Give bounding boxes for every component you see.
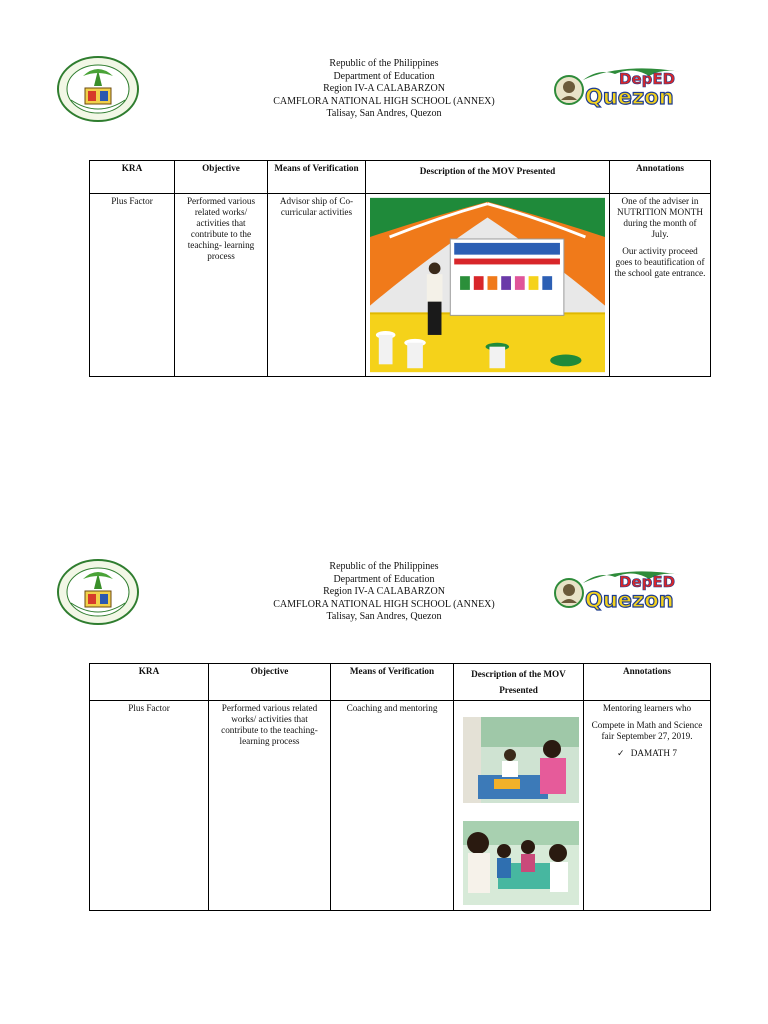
letterhead-school: CAMFLORA NATIONAL HIGH SCHOOL (ANNEX): [273, 95, 495, 107]
header-annotations: Annotations: [610, 161, 711, 194]
cell-means: Advisor ship of Co-curricular activities: [268, 194, 366, 377]
header-kra: KRA: [90, 161, 175, 194]
table-row: [90, 194, 711, 377]
letterhead: [214, 58, 554, 121]
letterhead-region: Region IV-A CALABARZON: [323, 586, 445, 598]
table-row: [90, 701, 711, 911]
letterhead-country: Republic of the Philippines: [329, 561, 439, 572]
checkmark-icon: ✓: [617, 748, 625, 758]
header-objective: Objective: [175, 161, 268, 194]
annotation-line: Mentoring learners who: [602, 703, 692, 713]
mentoring-photo-1: [463, 717, 579, 803]
school-seal-icon: [57, 56, 139, 122]
annotation-line: Compete in Math and Science fair September 27, 2019.: [591, 720, 703, 741]
letterhead-school: CAMFLORA NATIONAL HIGH SCHOOL (ANNEX): [273, 598, 495, 610]
letterhead-address: Talisay, San Andres, Quezon: [326, 108, 442, 120]
cell-mov-photo: [366, 194, 610, 377]
letterhead-country: Republic of the Philippines: [329, 58, 439, 69]
mentoring-photo-2: [463, 821, 579, 905]
coaching-photos: [458, 703, 584, 907]
table-header-row: [90, 664, 711, 701]
letterhead-address: Talisay, San Andres, Quezon: [326, 611, 442, 623]
cell-objective: Performed various related works/ activities that contribute to the teaching- learning process: [175, 194, 268, 377]
annotation-line: Our activity proceed goes to beautification of the school gate entrance.: [614, 246, 706, 278]
cell-mov-photos: [454, 701, 584, 911]
table-header-row: [90, 161, 711, 194]
cell-objective: Performed various related works/ activities that contribute to the teaching-learning process: [209, 701, 331, 911]
cell-means: Coaching and mentoring: [331, 701, 454, 911]
cell-annotations: [610, 194, 711, 377]
header-means: Means of Verification: [268, 161, 366, 194]
checklist-label: DAMATH 7: [630, 748, 677, 758]
cell-kra: Plus Factor: [90, 701, 209, 911]
header-annotations: Annotations: [584, 664, 711, 701]
annotation-line: One of the adviser in NUTRITION MONTH during the month of July.: [617, 196, 703, 239]
school-seal-icon: [57, 559, 139, 625]
header-kra: KRA: [90, 664, 209, 701]
deped-quezon-logo-icon: [553, 60, 691, 112]
svg-text:DepED: DepED: [619, 70, 676, 88]
checklist-item: [588, 748, 706, 759]
deped-quezon-logo-icon: [553, 563, 691, 615]
letterhead-region: Region IV-A CALABARZON: [323, 83, 445, 95]
letterhead: [214, 561, 554, 624]
mov-table: [89, 160, 711, 377]
header-description: Description of the MOV Presented: [454, 664, 584, 701]
svg-text:Quezon: Quezon: [585, 588, 674, 612]
mov-table: [89, 663, 711, 911]
svg-text:DepED: DepED: [619, 573, 676, 591]
cell-annotations: [584, 701, 711, 911]
nutrition-month-photo: [370, 196, 605, 374]
header-means: Means of Verification: [331, 664, 454, 701]
svg-text:Quezon: Quezon: [585, 85, 674, 109]
header-description: Description of the MOV Presented: [366, 161, 610, 194]
letterhead-department: Department of Education: [333, 70, 435, 82]
header-objective: Objective: [209, 664, 331, 701]
cell-kra: Plus Factor: [90, 194, 175, 377]
letterhead-department: Department of Education: [333, 573, 435, 585]
